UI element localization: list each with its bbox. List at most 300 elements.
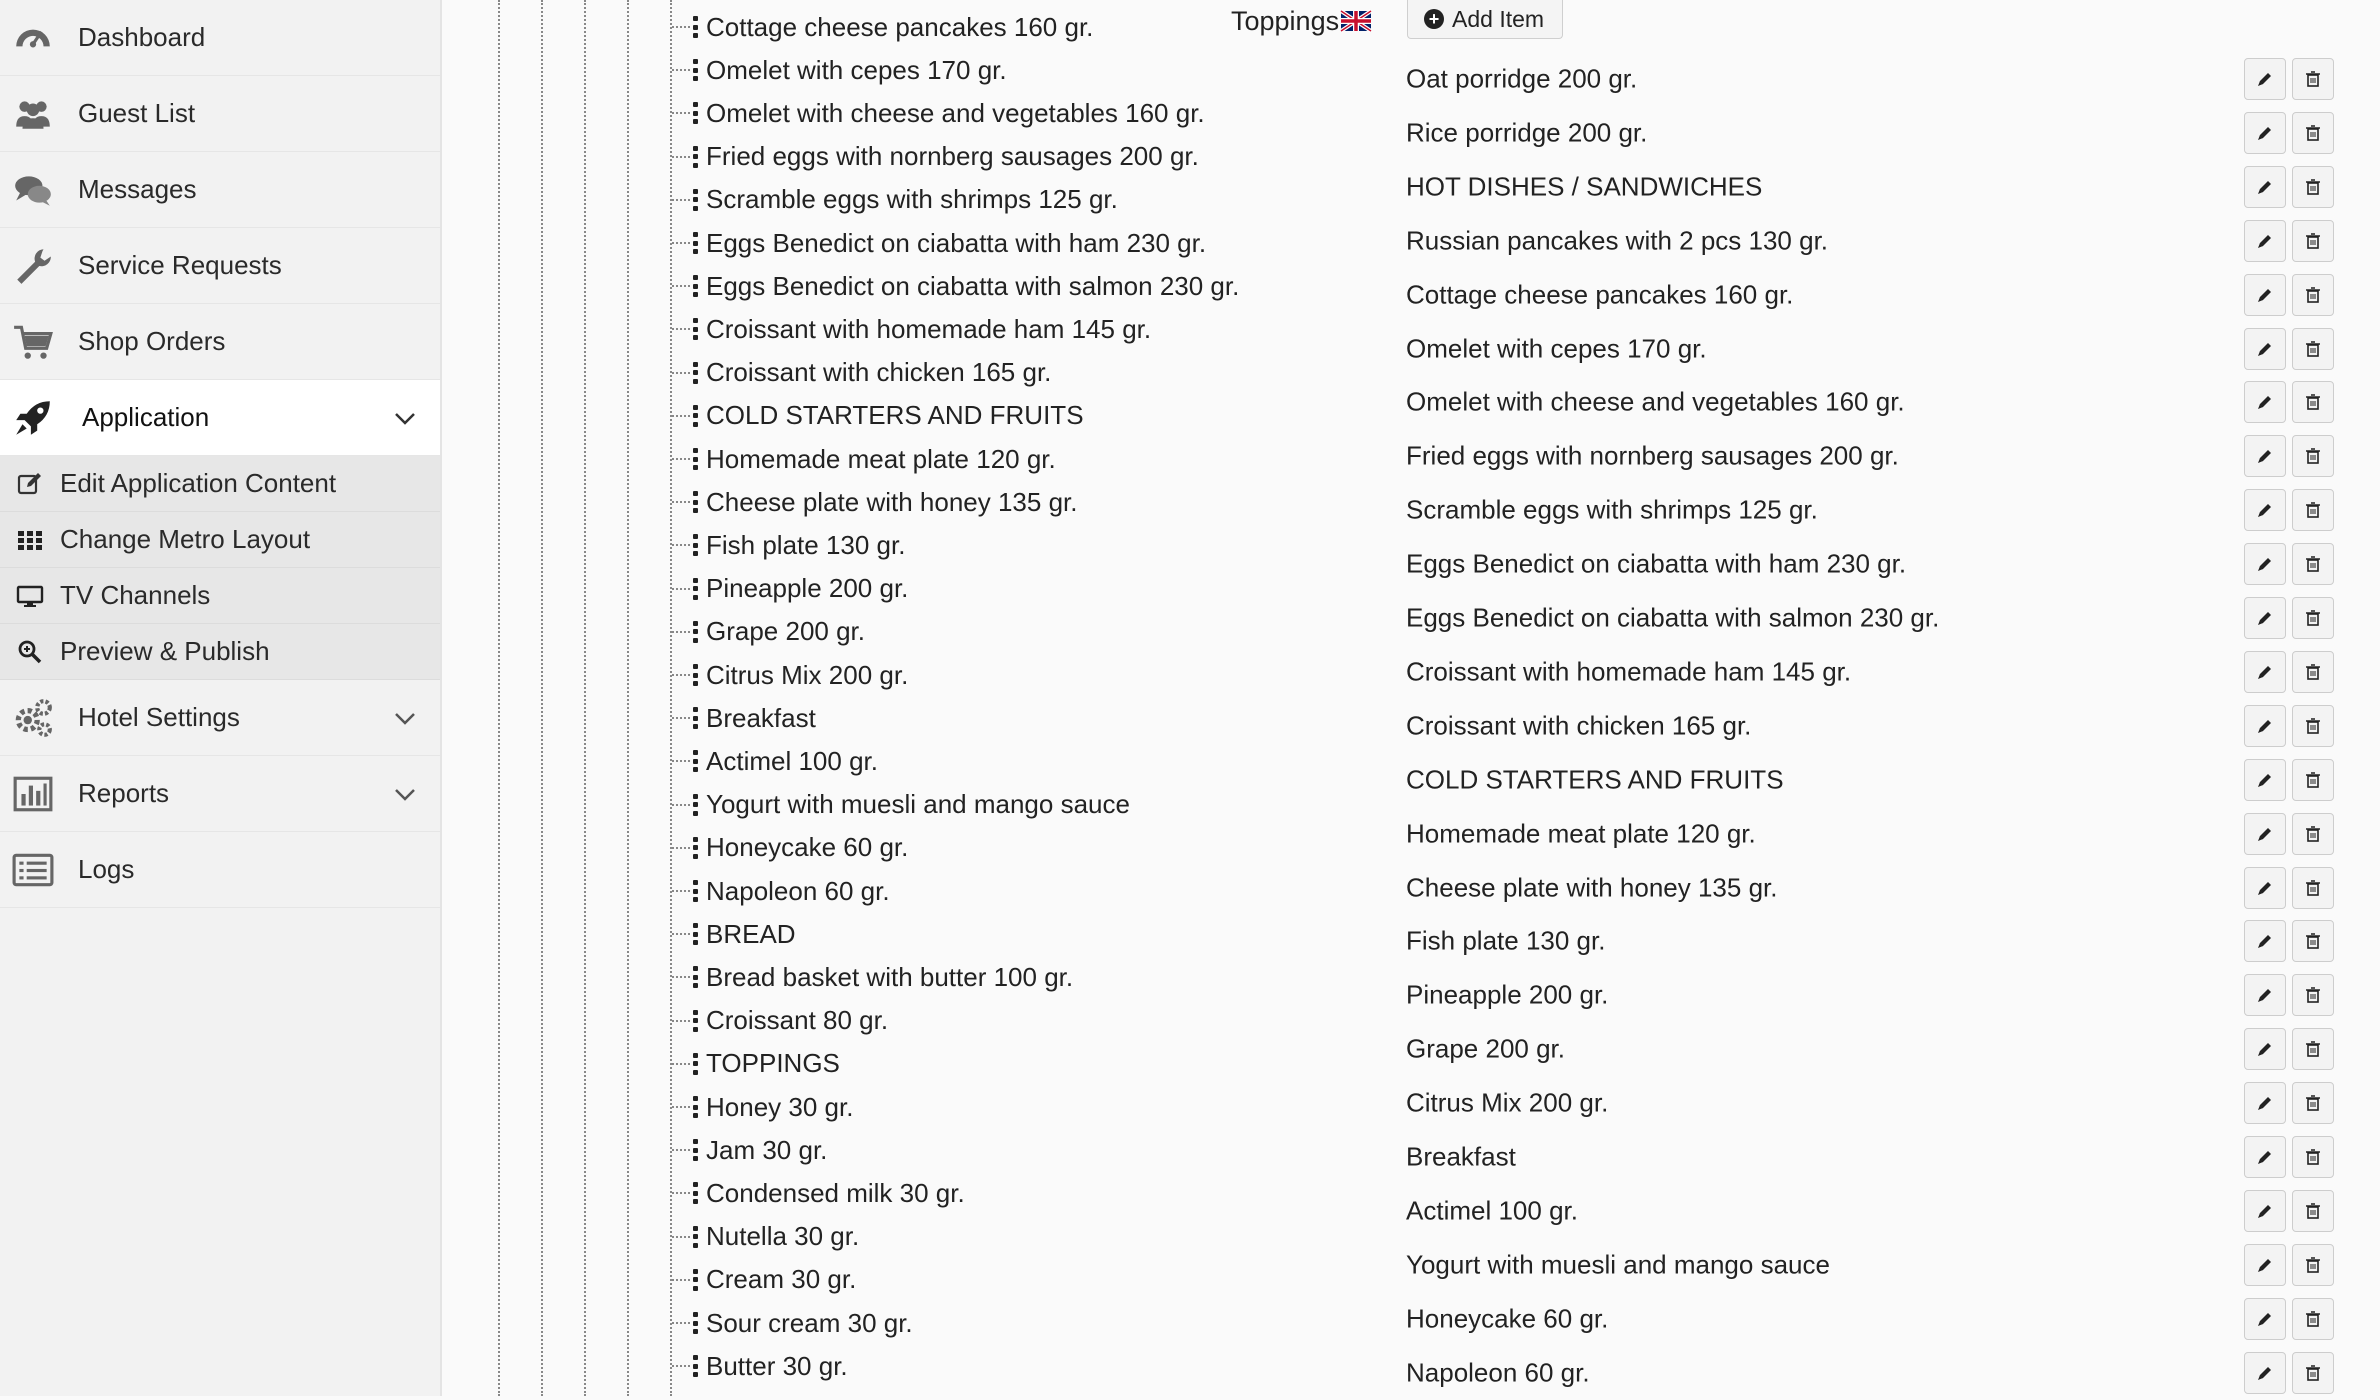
edit-button[interactable] xyxy=(2244,274,2286,316)
tree-node[interactable] xyxy=(672,180,1118,220)
edit-button[interactable] xyxy=(2244,920,2286,962)
tree-node[interactable] xyxy=(672,785,1130,825)
trash-icon xyxy=(2304,1148,2322,1166)
drag-handle-icon[interactable] xyxy=(692,491,698,513)
tree-node[interactable] xyxy=(672,309,1152,349)
delete-button[interactable] xyxy=(2292,328,2334,370)
pencil-icon xyxy=(2256,447,2274,465)
tree-node-label: Homemade meat plate 120 gr. xyxy=(706,443,1056,474)
edit-button[interactable] xyxy=(2244,813,2286,855)
submenu-label: Edit Application Content xyxy=(60,468,337,498)
trash-icon xyxy=(2304,771,2322,789)
list-item xyxy=(1406,322,2336,376)
tree-connector xyxy=(672,544,690,546)
pencil-icon xyxy=(2256,1094,2274,1112)
tree-node-label: Cream 30 gr. xyxy=(706,1264,857,1295)
list-item xyxy=(1406,1076,2336,1130)
list-item xyxy=(1406,537,2336,591)
drag-handle-icon[interactable] xyxy=(692,16,698,38)
tree-node-label: Jam 30 gr. xyxy=(706,1134,828,1165)
sidebar-item-application[interactable] xyxy=(0,380,440,456)
tree-connector xyxy=(672,1365,690,1367)
edit-button[interactable] xyxy=(2244,1352,2286,1394)
pencil-icon xyxy=(2256,1310,2274,1328)
list-item xyxy=(1406,483,2336,537)
item-name: Eggs Benedict on ciabatta with salmon 230 gr. xyxy=(1406,602,1940,633)
tree-node[interactable] xyxy=(672,525,1058,565)
sidebar-item-hotel-settings[interactable] xyxy=(0,680,440,756)
list-item xyxy=(1406,699,2336,753)
tree-node[interactable] xyxy=(672,871,1058,911)
item-name: Breakfast xyxy=(1406,1141,1516,1172)
list-item xyxy=(1406,807,2336,861)
tree-node[interactable] xyxy=(672,1130,1058,1170)
sidebar-item-label: Logs xyxy=(78,854,135,884)
drag-handle-icon[interactable] xyxy=(692,794,698,816)
tree-connector xyxy=(672,1236,690,1238)
drag-handle-icon[interactable] xyxy=(692,448,698,470)
tree-node[interactable] xyxy=(672,93,1205,133)
list-item xyxy=(1406,375,2336,429)
tree-node[interactable] xyxy=(672,1044,1058,1084)
trash-icon xyxy=(2304,1040,2322,1058)
list-item xyxy=(1406,1292,2336,1346)
pencil-icon xyxy=(2256,555,2274,573)
drag-handle-icon[interactable] xyxy=(692,59,698,81)
edit-button[interactable] xyxy=(2244,974,2286,1016)
edit-button[interactable] xyxy=(2244,1298,2286,1340)
drag-handle-icon[interactable] xyxy=(692,621,698,643)
delete-button[interactable] xyxy=(2292,1352,2334,1394)
trash-icon xyxy=(2304,986,2322,1004)
item-name: Citrus Mix 200 gr. xyxy=(1406,1087,1609,1118)
trash-icon xyxy=(2304,932,2322,950)
tree-connector xyxy=(672,1020,690,1022)
edit-button[interactable] xyxy=(2244,597,2286,639)
pencil-icon xyxy=(2256,879,2274,897)
item-name: Cheese plate with honey 135 gr. xyxy=(1406,872,1778,902)
sidebar-item-label: Reports xyxy=(78,778,170,808)
delete-button[interactable] xyxy=(2292,489,2334,531)
drag-handle-icon[interactable] xyxy=(692,1139,698,1161)
delete-button[interactable] xyxy=(2292,112,2334,154)
sidebar-item-logs[interactable] xyxy=(0,832,440,908)
tree-node[interactable] xyxy=(672,698,1058,738)
uk-flag-icon[interactable] xyxy=(1341,11,1371,31)
tree-node-label: Croissant with chicken 165 gr. xyxy=(706,357,1052,388)
add-item-label: Add Item xyxy=(1452,5,1545,32)
tree-node[interactable] xyxy=(672,1303,1058,1343)
item-name: Scramble eggs with shrimps 125 gr. xyxy=(1406,494,1818,525)
tree-node[interactable] xyxy=(672,266,1240,306)
trash-icon xyxy=(2304,825,2322,843)
pencil-icon xyxy=(2256,1256,2274,1274)
drag-handle-icon[interactable] xyxy=(692,1053,698,1075)
trash-icon xyxy=(2304,879,2322,897)
drag-handle-icon[interactable] xyxy=(692,923,698,945)
delete-button[interactable] xyxy=(2292,1244,2334,1286)
drag-handle-icon[interactable] xyxy=(692,750,698,772)
tree-node[interactable] xyxy=(672,482,1078,522)
item-name: Omelet with cheese and vegetables 160 gr. xyxy=(1406,386,1905,417)
tree-node-label: Nutella 30 gr. xyxy=(706,1221,860,1252)
tree-guide-line xyxy=(498,0,500,1396)
chevron-down-icon xyxy=(392,781,418,807)
item-name: Croissant with homemade ham 145 gr. xyxy=(1406,656,1852,687)
pencil-icon xyxy=(2256,717,2274,735)
sidebar-item-label: Service Requests xyxy=(78,250,282,280)
item-name: Oat porridge 200 gr. xyxy=(1406,63,1638,94)
tree-node[interactable] xyxy=(672,828,1058,868)
sidebar-item-label: Messages xyxy=(78,174,197,204)
tree-node[interactable] xyxy=(672,1346,1058,1386)
list-item xyxy=(1406,52,2336,106)
delete-button[interactable] xyxy=(2292,1082,2334,1124)
delete-button[interactable] xyxy=(2292,435,2334,477)
trash-icon xyxy=(2304,609,2322,627)
delete-button[interactable] xyxy=(2292,1298,2334,1340)
drag-handle-icon[interactable] xyxy=(692,664,698,686)
delete-button[interactable] xyxy=(2292,166,2334,208)
delete-button[interactable] xyxy=(2292,867,2334,909)
trash-icon xyxy=(2304,232,2322,250)
edit-button[interactable] xyxy=(2244,381,2286,423)
sidebar-item-service-requests[interactable] xyxy=(0,228,440,304)
delete-button[interactable] xyxy=(2292,1028,2334,1070)
tree-connector xyxy=(672,1149,690,1151)
tree-node[interactable] xyxy=(672,1217,1058,1257)
panel-title: Toppings xyxy=(1231,6,1340,36)
drag-handle-icon[interactable] xyxy=(692,707,698,729)
tree-connector xyxy=(672,631,690,633)
item-name: Rice porridge 200 gr. xyxy=(1406,117,1648,148)
submenu-label: Change Metro Layout xyxy=(60,524,311,554)
tree-connector xyxy=(672,1192,690,1194)
drag-handle-icon[interactable] xyxy=(692,102,698,124)
tree-connector xyxy=(672,717,690,719)
item-name: Eggs Benedict on ciabatta with ham 230 gr. xyxy=(1406,548,1907,579)
drag-handle-icon[interactable] xyxy=(692,362,698,384)
tree-node-label: Eggs Benedict on ciabatta with salmon 230 gr. xyxy=(706,270,1240,301)
delete-button[interactable] xyxy=(2292,1136,2334,1178)
sidebar-item-shop-orders[interactable] xyxy=(0,304,440,380)
edit-button[interactable] xyxy=(2244,705,2286,747)
drag-handle-icon[interactable] xyxy=(692,966,698,988)
drag-handle-icon[interactable] xyxy=(692,1226,698,1248)
edit-button[interactable] xyxy=(2244,651,2286,693)
delete-button[interactable] xyxy=(2292,651,2334,693)
list-item xyxy=(1406,1184,2336,1238)
sidebar-item-reports[interactable] xyxy=(0,756,440,832)
tree-connector xyxy=(672,26,690,28)
tree-node-label: Fried eggs with nornberg sausages 200 gr. xyxy=(706,141,1199,172)
tree-node[interactable] xyxy=(672,1173,1058,1213)
item-name: COLD STARTERS AND FRUITS xyxy=(1406,764,1784,795)
trash-icon xyxy=(2304,393,2322,411)
delete-button[interactable] xyxy=(2292,274,2334,316)
sidebar-item-label: Shop Orders xyxy=(78,326,226,356)
trash-icon xyxy=(2304,1310,2322,1328)
monitor-icon xyxy=(16,582,44,610)
delete-button[interactable] xyxy=(2292,597,2334,639)
edit-button[interactable] xyxy=(2244,759,2286,801)
add-item-button[interactable] xyxy=(1407,0,1563,39)
tree-connector xyxy=(672,1279,690,1281)
tree-node[interactable] xyxy=(672,396,1084,436)
trash-icon xyxy=(2304,501,2322,519)
edit-button[interactable] xyxy=(2244,489,2286,531)
edit-button[interactable] xyxy=(2244,1244,2286,1286)
item-name: Fish plate 130 gr. xyxy=(1406,925,1606,956)
tree-connector xyxy=(672,415,690,417)
drag-handle-icon[interactable] xyxy=(692,405,698,427)
tree-node[interactable] xyxy=(672,223,1207,263)
submenu-change-metro-layout[interactable] xyxy=(0,512,440,568)
drag-handle-icon[interactable] xyxy=(692,275,698,297)
item-name: Pineapple 200 gr. xyxy=(1406,979,1609,1010)
tree-guide-line xyxy=(627,0,629,1396)
pencil-icon xyxy=(2256,986,2274,1004)
item-name: Napoleon 60 gr. xyxy=(1406,1357,1590,1388)
drag-handle-icon[interactable] xyxy=(692,146,698,168)
trash-icon xyxy=(2304,555,2322,573)
item-name: Russian pancakes with 2 pcs 130 gr. xyxy=(1406,225,1829,256)
trash-icon xyxy=(2304,70,2322,88)
trash-icon xyxy=(2304,1202,2322,1220)
submenu-label: Preview & Publish xyxy=(60,636,270,666)
tree-node-label: Croissant 80 gr. xyxy=(706,1005,889,1036)
submenu-tv-channels[interactable] xyxy=(0,568,440,624)
edit-button[interactable] xyxy=(2244,1136,2286,1178)
delete-button[interactable] xyxy=(2292,381,2334,423)
tree-node[interactable] xyxy=(672,137,1199,177)
tree-node[interactable] xyxy=(672,569,1058,609)
comments-icon xyxy=(12,169,54,211)
list-item xyxy=(1406,106,2336,160)
edit-button[interactable] xyxy=(2244,1190,2286,1232)
tree-node[interactable] xyxy=(672,1260,1058,1300)
drag-handle-icon[interactable] xyxy=(692,1096,698,1118)
tree-node-label: Eggs Benedict on ciabatta with ham 230 gr. xyxy=(706,227,1207,258)
tree-node-label: Honey 30 gr. xyxy=(706,1091,854,1122)
pencil-icon xyxy=(2256,286,2274,304)
delete-button[interactable] xyxy=(2292,759,2334,801)
submenu-preview-publish[interactable] xyxy=(0,624,440,680)
tree-node-label: Yogurt with muesli and mango sauce xyxy=(706,789,1130,820)
sidebar-item-dashboard[interactable] xyxy=(0,0,440,76)
edit-button[interactable] xyxy=(2244,1028,2286,1070)
item-name: Cottage cheese pancakes 160 gr. xyxy=(1406,279,1794,310)
tree-node-label: Fish plate 130 gr. xyxy=(706,529,906,560)
tree-connector xyxy=(672,1106,690,1108)
edit-button[interactable] xyxy=(2244,543,2286,585)
delete-button[interactable] xyxy=(2292,974,2334,1016)
tree-node[interactable] xyxy=(672,1001,1058,1041)
pencil-icon xyxy=(2256,663,2274,681)
delete-button[interactable] xyxy=(2292,813,2334,855)
sidebar-item-label: Dashboard xyxy=(78,22,206,52)
edit-button[interactable] xyxy=(2244,328,2286,370)
tree-node-label: Cheese plate with honey 135 gr. xyxy=(706,486,1078,517)
edit-button[interactable] xyxy=(2244,166,2286,208)
edit-button[interactable] xyxy=(2244,435,2286,477)
pencil-icon xyxy=(2256,178,2274,196)
item-name: Actimel 100 gr. xyxy=(1406,1195,1578,1226)
list-item xyxy=(1406,1346,2336,1400)
drag-handle-icon[interactable] xyxy=(692,578,698,600)
tree-connector xyxy=(672,588,690,590)
tree-connector xyxy=(672,674,690,676)
pencil-icon xyxy=(2256,1364,2274,1382)
tree-node[interactable] xyxy=(672,50,1058,90)
tree-guide-line xyxy=(541,0,543,1396)
list-item xyxy=(1406,645,2336,699)
sidebar xyxy=(0,0,442,1396)
tree-node-label: Honeycake 60 gr. xyxy=(706,832,909,863)
delete-button[interactable] xyxy=(2292,705,2334,747)
pencil-icon xyxy=(2256,1148,2274,1166)
tree-node-label: TOPPINGS xyxy=(706,1048,840,1079)
sidebar-item-guest-list[interactable] xyxy=(0,76,440,152)
tree-connector xyxy=(672,804,690,806)
tree-node-label: Citrus Mix 200 gr. xyxy=(706,659,909,690)
tree-node[interactable] xyxy=(672,7,1094,47)
tree-connector xyxy=(672,501,690,503)
trash-icon xyxy=(2304,1256,2322,1274)
trash-icon xyxy=(2304,447,2322,465)
tree-node[interactable] xyxy=(672,353,1058,393)
tree-node-label: Breakfast xyxy=(706,702,816,733)
drag-handle-icon[interactable] xyxy=(692,1182,698,1204)
trash-icon xyxy=(2304,286,2322,304)
drag-handle-icon[interactable] xyxy=(692,837,698,859)
tree-connector xyxy=(672,242,690,244)
sidebar-item-label: Hotel Settings xyxy=(78,702,240,732)
trash-icon xyxy=(2304,124,2322,142)
tree-connector xyxy=(672,328,690,330)
edit-button[interactable] xyxy=(2244,867,2286,909)
trash-icon xyxy=(2304,1094,2322,1112)
item-name: Croissant with chicken 165 gr. xyxy=(1406,710,1752,741)
tree-node-label: Croissant with homemade ham 145 gr. xyxy=(706,313,1152,344)
list-item xyxy=(1406,1022,2336,1076)
drag-handle-icon[interactable] xyxy=(692,318,698,340)
drag-handle-icon[interactable] xyxy=(692,1269,698,1291)
tree-connector xyxy=(672,1322,690,1324)
item-name: HOT DISHES / SANDWICHES xyxy=(1406,171,1763,202)
list-item xyxy=(1406,861,2336,915)
tree-node[interactable] xyxy=(672,914,1058,954)
chevron-down-icon xyxy=(392,405,418,431)
item-name: Honeycake 60 gr. xyxy=(1406,1303,1609,1334)
zoom-icon xyxy=(16,638,44,666)
delete-button[interactable] xyxy=(2292,543,2334,585)
sidebar-item-messages[interactable] xyxy=(0,152,440,228)
tree-node[interactable] xyxy=(672,612,1058,652)
list-icon xyxy=(12,849,54,891)
tree-connector xyxy=(672,69,690,71)
edit-button[interactable] xyxy=(2244,1082,2286,1124)
delete-button[interactable] xyxy=(2292,920,2334,962)
plus-circle-icon: + xyxy=(1424,9,1444,29)
pencil-icon xyxy=(2256,393,2274,411)
tree-connector xyxy=(672,458,690,460)
edit-button[interactable] xyxy=(2244,220,2286,262)
item-name: Grape 200 gr. xyxy=(1406,1033,1565,1064)
item-name: Omelet with cepes 170 gr. xyxy=(1406,333,1707,363)
drag-handle-icon[interactable] xyxy=(692,232,698,254)
tree-node-label: BREAD xyxy=(706,918,796,949)
cart-icon xyxy=(12,321,54,363)
list-item xyxy=(1406,914,2336,968)
list-item xyxy=(1406,591,2336,645)
tree-connector xyxy=(672,933,690,935)
tree-node[interactable] xyxy=(672,741,1058,781)
gears-icon xyxy=(12,697,54,739)
pencil-icon xyxy=(2256,124,2274,142)
pencil-icon xyxy=(2256,1040,2274,1058)
drag-handle-icon[interactable] xyxy=(692,1010,698,1032)
list-item xyxy=(1406,214,2336,268)
tree-connector xyxy=(672,199,690,201)
edit-button[interactable] xyxy=(2244,58,2286,100)
tree-node-label: Pineapple 200 gr. xyxy=(706,573,909,604)
trash-icon xyxy=(2304,178,2322,196)
tree-node[interactable] xyxy=(672,957,1074,997)
chevron-down-icon xyxy=(392,705,418,731)
tree-node[interactable] xyxy=(672,1087,1058,1127)
drag-handle-icon[interactable] xyxy=(692,880,698,902)
tree-connector xyxy=(672,156,690,158)
trash-icon xyxy=(2304,717,2322,735)
tree-node[interactable] xyxy=(672,439,1058,479)
tree-node-label: Omelet with cheese and vegetables 160 gr. xyxy=(706,97,1205,128)
grid-icon xyxy=(16,526,44,554)
submenu-edit-application-content[interactable] xyxy=(0,456,440,512)
drag-handle-icon[interactable] xyxy=(692,534,698,556)
tree-node-label: Bread basket with butter 100 gr. xyxy=(706,961,1074,992)
item-name: Homemade meat plate 120 gr. xyxy=(1406,818,1756,849)
list-item xyxy=(1406,160,2336,214)
trash-icon xyxy=(2304,1364,2322,1382)
delete-button[interactable] xyxy=(2292,58,2334,100)
submenu-label: TV Channels xyxy=(60,580,211,610)
drag-handle-icon[interactable] xyxy=(692,189,698,211)
tree-connector xyxy=(672,760,690,762)
edit-button[interactable] xyxy=(2244,112,2286,154)
list-item xyxy=(1406,429,2336,483)
tree-node-label: Scramble eggs with shrimps 125 gr. xyxy=(706,184,1118,215)
list-item xyxy=(1406,753,2336,807)
tree-node-label: COLD STARTERS AND FRUITS xyxy=(706,400,1084,431)
wrench-icon xyxy=(12,245,54,287)
tree-connector xyxy=(672,847,690,849)
dashboard-icon xyxy=(12,17,54,59)
pencil-icon xyxy=(2256,70,2274,88)
drag-handle-icon[interactable] xyxy=(692,1312,698,1334)
users-icon xyxy=(12,93,54,135)
tree-node[interactable] xyxy=(672,655,1058,695)
delete-button[interactable] xyxy=(2292,1190,2334,1232)
tree-connector xyxy=(672,1063,690,1065)
pencil-icon xyxy=(2256,609,2274,627)
tree-node-label: Actimel 100 gr. xyxy=(706,745,878,776)
tree-connector xyxy=(672,112,690,114)
item-name: Yogurt with muesli and mango sauce xyxy=(1406,1249,1830,1280)
tree-connector xyxy=(672,372,690,374)
drag-handle-icon[interactable] xyxy=(692,1355,698,1377)
delete-button[interactable] xyxy=(2292,220,2334,262)
